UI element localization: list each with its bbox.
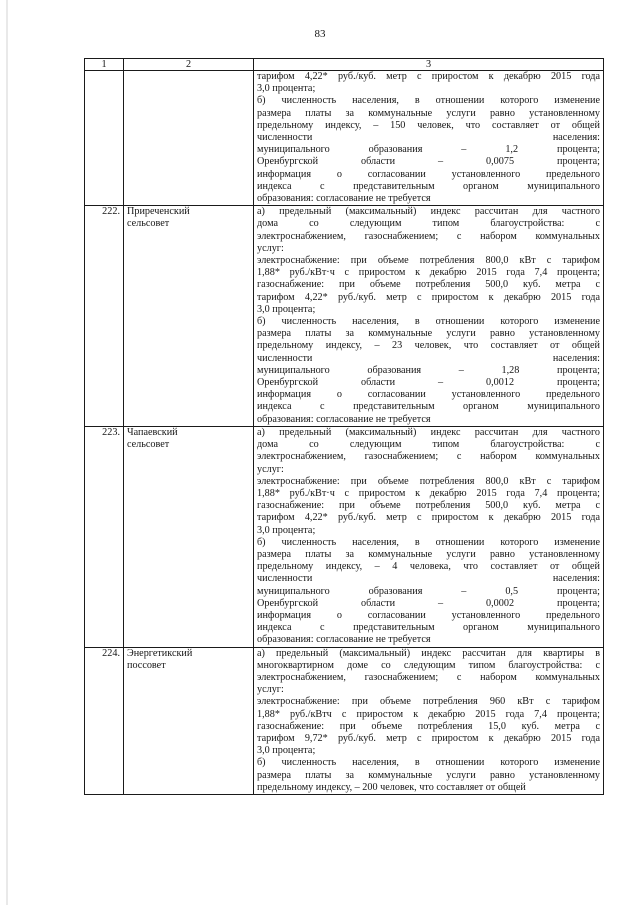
text-line: численности населения: [257,573,600,585]
text-line: Оренбургской области – 0,0075 процента; [257,156,600,168]
text-line: муниципального образования – 1,28 процента; [257,364,600,376]
text-line: 1,88* руб./кВт·ч с приростом к декабрю 2015 года 7,4 процента; [257,487,600,499]
text-line: численности населения: [257,352,600,364]
text-line: размера платы за коммунальные услуги равно установленному [257,107,600,119]
row-number: 222. [85,206,124,427]
text-line: 1,88* руб./кВт·ч с приростом к декабрю 2015 года 7,4 процента; [257,267,600,279]
text-line: тарифом 4,22* руб./куб. метр с приростом к декабрю 2015 года [257,291,600,303]
text-line: 3,0 процента; [257,524,316,536]
text-line: образования: согласование не требуется [257,634,431,646]
text-line: а) предельный (максимальный) индекс рассчитан для частного [257,426,600,438]
document-table [84,58,604,795]
text-line: индекса с представительным органом муниципального [257,401,600,413]
text-line: услуг: [257,463,284,475]
text-line: тарифом 9,72* руб./куб. метр с приростом к декабрю 2015 года [257,732,600,744]
text-line: муниципального образования – 0,5 процента; [257,585,600,597]
text-line: 3,0 процента; [257,303,316,315]
text-line: услуг: [257,684,284,696]
text-line: индекса с представительным органом муниципального [257,622,600,634]
text-line: предельному индексу, – 150 человек, что составляет от общей [257,119,600,131]
text-line: предельному индексу, – 23 человек, что составляет от общей [257,340,600,352]
column-header: 1 [85,59,124,71]
text-line: 3,0 процента; [257,83,316,95]
text-line: электроснабжением, газоснабжением; с набором коммунальных [257,451,600,463]
text-line: размера платы за коммунальные услуги равно установленному [257,328,600,340]
index-description [254,647,604,794]
index-description [254,206,604,427]
municipality-name: Чапаевский сельсовет [124,426,254,647]
text-line: дома со следующим типом благоустройства: с [257,218,600,230]
text-line: информация о согласовании установленного предельного [257,168,600,180]
table-row [85,647,604,794]
text-line: электроснабжение: при объеме потребления 800,0 кВт с тарифом [257,475,600,487]
text-line: электроснабжение: при объеме потребления 960 кВт с тарифом [257,696,600,708]
text-line: образования: согласование не требуется [257,193,431,205]
text-line: газоснабжение: при объеме потребления 500,0 куб. метра с [257,500,600,512]
text-line: б) численность населения, в отношении которого изменение [257,757,600,769]
column-header: 2 [124,59,254,71]
table-header-row [85,59,604,71]
text-line: информация о согласовании установленного предельного [257,609,600,621]
text-line: б) численность населения, в отношении которого изменение [257,316,600,328]
index-description [254,71,604,206]
row-number [85,71,124,206]
scan-edge-shadow [6,0,8,905]
row-number: 224. [85,647,124,794]
text-line: размера платы за коммунальные услуги равно установленному [257,769,600,781]
text-line: Оренбургской области – 0,0002 процента; [257,597,600,609]
text-line: электроснабжение: при объеме потребления 800,0 кВт с тарифом [257,255,600,267]
text-line: многоквартирном доме со следующим типом благоустройства: с [257,659,600,671]
table-row [85,71,604,206]
text-line: предельному индексу, – 200 человек, что составляет от общей [257,781,526,793]
text-line: газоснабжение: при объеме потребления 15,0 куб. метра с [257,720,600,732]
table-row [85,206,604,427]
index-description [254,426,604,647]
text-line: а) предельный (максимальный) индекс рассчитан для частного [257,206,600,218]
text-line: электроснабжением, газоснабжением; с набором коммунальных [257,671,600,683]
text-line: 3,0 процента; [257,745,316,757]
column-header: 3 [254,59,604,71]
text-line: газоснабжение: при объеме потребления 500,0 куб. метра с [257,279,600,291]
table-row [85,426,604,647]
text-line: Оренбургской области – 0,0012 процента; [257,377,600,389]
text-line: информация о согласовании установленного предельного [257,389,600,401]
municipality-name: Энергетикский поссовет [124,647,254,794]
municipality-name: Приреченский сельсовет [124,206,254,427]
text-line: услуг: [257,242,284,254]
text-line: б) численность населения, в отношении которого изменение [257,95,600,107]
text-line: 1,88* руб./кВтч с приростом к декабрю 2015 года 7,4 процента; [257,708,600,720]
text-line: индекса с представительным органом муниципального [257,180,600,192]
text-line: тарифом 4,22* руб./куб. метр с приростом к декабрю 2015 года [257,512,600,524]
text-line: электроснабжением, газоснабжением; с набором коммунальных [257,230,600,242]
text-line: предельному индексу, – 4 человека, что составляет от общей [257,561,600,573]
text-line: дома со следующим типом благоустройства: с [257,439,600,451]
text-line: размера платы за коммунальные услуги равно установленному [257,548,600,560]
municipality-name [124,71,254,206]
page-number: 83 [314,28,326,40]
text-line: а) предельный (максимальный) индекс рассчитан для квартиры в [257,647,600,659]
text-line: численности населения: [257,132,600,144]
text-line: образования: согласование не требуется [257,413,431,425]
row-number: 223. [85,426,124,647]
text-line: муниципального образования – 1,2 процента; [257,144,600,156]
text-line: тарифом 4,22* руб./куб. метр с приростом к декабрю 2015 года [257,71,600,82]
text-line: б) численность населения, в отношении которого изменение [257,536,600,548]
